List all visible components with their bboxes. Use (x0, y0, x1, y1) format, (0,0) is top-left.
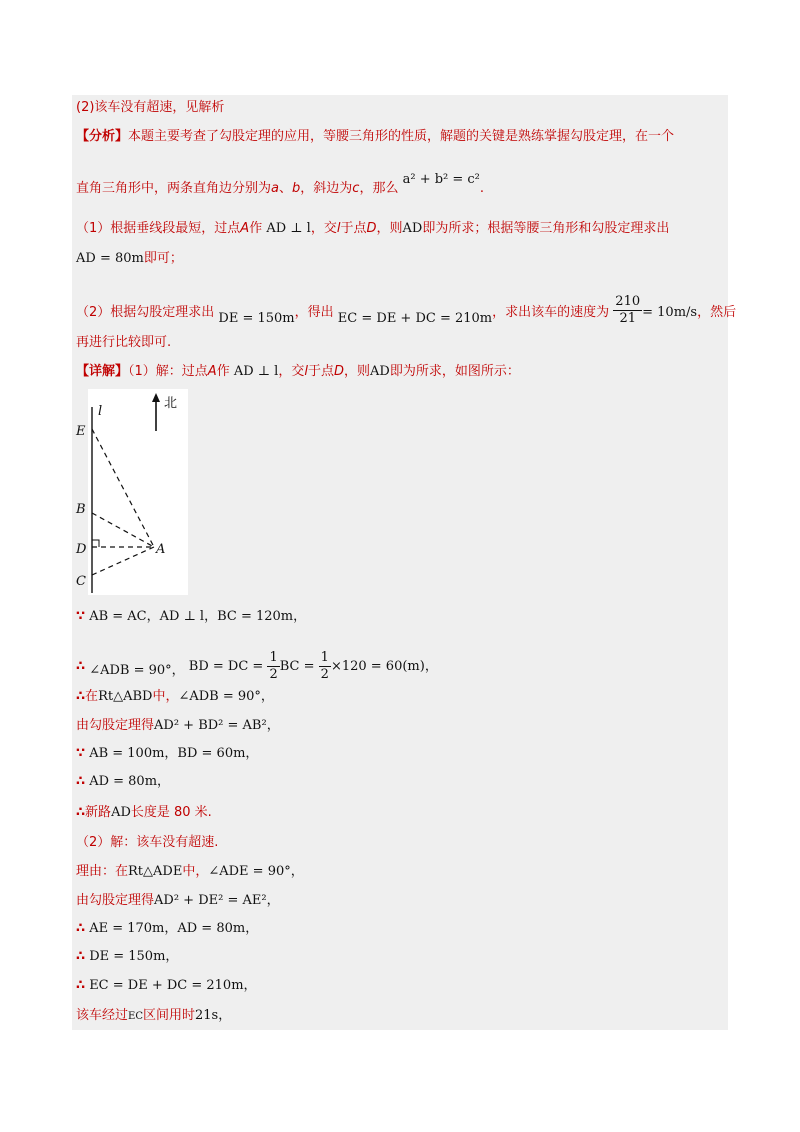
segment-CA (92, 547, 154, 575)
north-arrowhead (152, 393, 160, 402)
step-2: ∴ ∠ADB = 90°， BD = DC = $\frac{1}{2}$ BC = $\frac{1}{2}$ ×120 = 60(m)， (76, 650, 438, 682)
speed-fraction: $\frac{210}{21}$ (615, 294, 641, 326)
analysis-line-2: 直角三角形中，两条直角边分别为a、b，斜边为c，那么 a² + b² = c². (76, 172, 485, 196)
analysis-step1: （1）根据垂线段最短，过点A作 AD ⊥ l，交l于点D，则AD即为所求；根据等腰三角形和勾股定理求出 (76, 221, 670, 236)
step-11: ∴ AE = 170m，AD = 80m， (76, 921, 259, 936)
step-13: ∴ EC = DE + DC = 210m， (76, 978, 257, 993)
segment-BA (92, 513, 154, 547)
label-A: A (156, 542, 166, 557)
step-3: ∴在Rt△ABD中，∠ADB = 90°， (76, 689, 274, 704)
analysis-line-1: 【分析】本题主要考查了勾股定理的应用，等腰三角形的性质，解题的关键是熟练掌握勾股定理，在一个 (76, 129, 675, 144)
step-6: ∴ AD = 80m， (76, 774, 171, 789)
analysis-step2: （2）根据勾股定理求出 DE = 150m，得出 EC = DE + DC = 210m，求出该车的速度为 $\frac{210}{21}$ = 10m/s，然后 (76, 294, 737, 326)
label-C: C (76, 574, 86, 589)
label-B: B (76, 502, 86, 517)
segment-EA (92, 429, 154, 547)
detail-intro: 【详解】（1）解：过点A作 AD ⊥ l，交l于点D，则AD即为所求，如图所示： (76, 364, 520, 379)
step-12: ∴ DE = 150m， (76, 949, 179, 964)
step-1: ∵ AB = AC，AD ⊥ l，BC = 120m， (76, 609, 307, 624)
step-4: 由勾股定理得AD² + BD² = AB²， (76, 718, 280, 733)
north-label: 北 (164, 396, 178, 411)
label-D: D (76, 542, 87, 557)
label-l: l (98, 404, 103, 419)
pythagorean-formula: a² + b² = c² (402, 172, 480, 187)
step-9: 理由：在Rt△ADE中，∠ADE = 90°， (76, 864, 304, 879)
step-5: ∵ AB = 100m，BD = 60m， (76, 746, 259, 761)
step-8: （2）解：该车没有超速. (76, 835, 219, 850)
analysis-step2-line2: 再进行比较即可. (76, 335, 172, 350)
analysis-step1-result: AD = 80m即可； (76, 251, 183, 266)
part2-answer: (2)该车没有超速，见解析 (76, 100, 225, 115)
step-10: 由勾股定理得AD² + DE² = AE²， (76, 893, 280, 908)
step-14: 该车经过EC区间用时21s， (76, 1008, 232, 1023)
geometry-figure (76, 389, 188, 595)
right-angle-mark (92, 540, 99, 547)
label-E: E (76, 424, 86, 439)
step-7: ∴新路AD长度是 80 米. (76, 805, 212, 820)
